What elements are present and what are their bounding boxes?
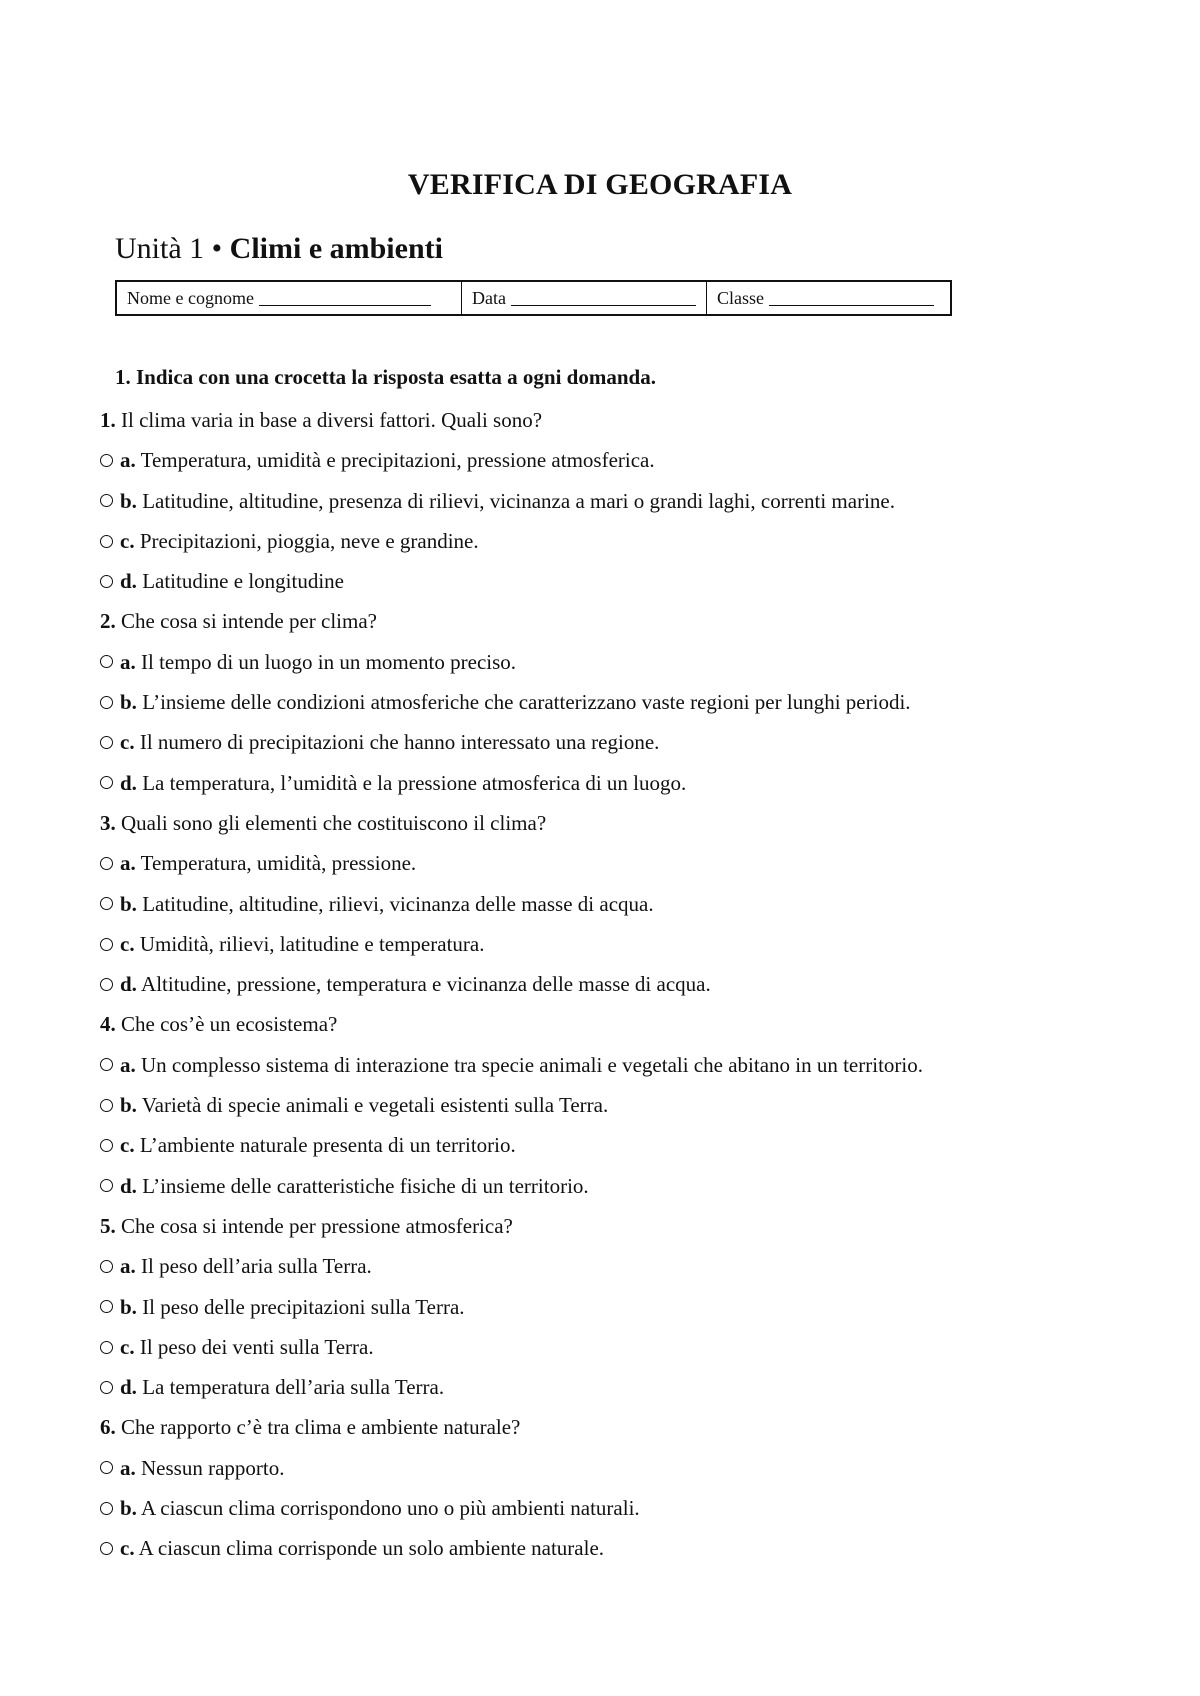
name-field-label: Nome e cognome [127, 287, 254, 308]
answer-option[interactable] [100, 1528, 1160, 1568]
option-text: L’ambiente naturale presenta di un territorio. [139, 1133, 516, 1158]
radio-circle-icon[interactable] [100, 1381, 113, 1394]
answer-option[interactable] [100, 682, 1160, 722]
option-letter: a. [120, 1052, 136, 1077]
question-text: Che cosa si intende per pressione atmosferica? [121, 1213, 513, 1238]
option-text: Umidità, rilievi, latitudine e temperatura. [139, 931, 485, 956]
answer-option[interactable] [100, 722, 1160, 762]
question [100, 400, 1160, 440]
radio-circle-icon[interactable] [100, 494, 113, 507]
radio-circle-icon[interactable] [100, 1300, 113, 1313]
option-letter: b. [120, 1294, 137, 1319]
option-letter: d. [120, 770, 137, 795]
answer-option[interactable] [100, 964, 1160, 1004]
option-letter: d. [120, 1375, 137, 1400]
question [100, 1004, 1160, 1044]
class-field-cell[interactable] [707, 282, 950, 314]
option-letter: a. [120, 1254, 136, 1279]
question-text: Che cos’è un ecosistema? [121, 1012, 338, 1037]
answer-option[interactable] [100, 561, 1160, 601]
radio-circle-icon[interactable] [100, 454, 113, 467]
radio-circle-icon[interactable] [100, 897, 113, 910]
question-number: 3. [100, 810, 116, 835]
radio-circle-icon[interactable] [100, 655, 113, 668]
question-text: Che rapporto c’è tra clima e ambiente naturale? [121, 1415, 521, 1440]
radio-circle-icon[interactable] [100, 1058, 113, 1071]
option-text: Temperatura, umidità e precipitazioni, pressione atmosferica. [140, 448, 655, 473]
option-letter: c. [120, 931, 135, 956]
question-text: Quali sono gli elementi che costituiscono il clima? [121, 810, 547, 835]
option-text: Nessun rapporto. [141, 1455, 285, 1480]
option-text: Precipitazioni, pioggia, neve e grandine. [139, 528, 479, 553]
answer-option[interactable] [100, 1166, 1160, 1206]
radio-circle-icon[interactable] [100, 1542, 113, 1555]
answer-option[interactable] [100, 843, 1160, 883]
option-letter: d. [120, 972, 137, 997]
option-text: L’insieme delle caratteristiche fisiche di un territorio. [142, 1173, 589, 1198]
option-letter: c. [120, 1334, 135, 1359]
radio-circle-icon[interactable] [100, 535, 113, 548]
option-text: Un complesso sistema di interazione tra specie animali e vegetali che abitano in un territorio. [141, 1052, 923, 1077]
option-text: Il peso delle precipitazioni sulla Terra. [142, 1294, 465, 1319]
unit-heading [115, 232, 443, 266]
answer-option[interactable] [100, 1448, 1160, 1488]
question [100, 1206, 1160, 1246]
radio-circle-icon[interactable] [100, 1502, 113, 1515]
option-text: A ciascun clima corrisponde un solo ambiente naturale. [138, 1536, 605, 1561]
option-text: Il numero di precipitazioni che hanno interessato una regione. [139, 730, 660, 755]
option-text: Latitudine, altitudine, presenza di rilievi, vicinanza a mari o grandi laghi, correnti marine. [142, 488, 895, 513]
radio-circle-icon[interactable] [100, 1260, 113, 1273]
answer-option[interactable] [100, 884, 1160, 924]
question-number: 5. [100, 1213, 116, 1238]
name-field-line[interactable] [259, 291, 431, 306]
option-letter: c. [120, 1536, 135, 1561]
option-letter: d. [120, 1173, 137, 1198]
question [100, 601, 1160, 641]
question-number: 2. [100, 609, 116, 634]
unit-name: Climi e ambienti [229, 232, 443, 265]
option-text: Latitudine, altitudine, rilievi, vicinanza delle masse di acqua. [142, 891, 654, 916]
radio-circle-icon[interactable] [100, 978, 113, 991]
date-field-label: Data [472, 287, 506, 308]
radio-circle-icon[interactable] [100, 1461, 113, 1474]
option-letter: b. [120, 1496, 137, 1521]
radio-circle-icon[interactable] [100, 776, 113, 789]
unit-prefix: Unità 1 • [115, 232, 223, 265]
radio-circle-icon[interactable] [100, 938, 113, 951]
answer-option[interactable] [100, 642, 1160, 682]
option-text: La temperatura dell’aria sulla Terra. [142, 1375, 445, 1400]
answer-option[interactable] [100, 763, 1160, 803]
option-letter: a. [120, 851, 136, 876]
option-letter: d. [120, 569, 137, 594]
option-text: Temperatura, umidità, pressione. [140, 851, 417, 876]
radio-circle-icon[interactable] [100, 1139, 113, 1152]
radio-circle-icon[interactable] [100, 575, 113, 588]
option-text: Altitudine, pressione, temperatura e vicinanza delle masse di acqua. [141, 972, 711, 997]
option-text: Varietà di specie animali e vegetali esistenti sulla Terra. [141, 1093, 609, 1118]
option-letter: b. [120, 891, 137, 916]
option-letter: c. [120, 730, 135, 755]
question-text: Il clima varia in base a diversi fattori. Quali sono? [121, 408, 543, 432]
option-letter: a. [120, 649, 136, 674]
question-list [100, 400, 1160, 1569]
option-letter: a. [120, 448, 136, 473]
answer-option[interactable] [100, 1367, 1160, 1407]
date-field-cell[interactable] [462, 282, 707, 314]
option-text: Latitudine e longitudine [142, 569, 344, 594]
answer-option[interactable] [100, 1287, 1160, 1327]
answer-option[interactable] [100, 924, 1160, 964]
answer-option[interactable] [100, 1246, 1160, 1286]
question [100, 803, 1160, 843]
option-letter: b. [120, 690, 137, 715]
option-letter: b. [120, 488, 137, 513]
option-text: Il tempo di un luogo in un momento preciso. [141, 649, 517, 674]
option-text: A ciascun clima corrispondono uno o più ambienti naturali. [141, 1496, 640, 1521]
exercise-instruction: 1. Indica con una crocetta la risposta esatta a ogni domanda. [115, 365, 656, 389]
answer-option[interactable] [100, 1125, 1160, 1165]
class-field-label: Classe [717, 287, 764, 308]
date-field-line[interactable] [511, 291, 696, 306]
radio-circle-icon[interactable] [100, 1099, 113, 1112]
option-letter: c. [120, 1133, 135, 1158]
radio-circle-icon[interactable] [100, 696, 113, 709]
option-letter: a. [120, 1455, 136, 1480]
option-letter: c. [120, 528, 135, 553]
radio-circle-icon[interactable] [100, 857, 113, 870]
question [100, 1407, 1160, 1447]
question-number: 1. [100, 408, 116, 432]
question-text: Che cosa si intende per clima? [121, 609, 377, 634]
option-text: L’insieme delle condizioni atmosferiche che caratterizzano vaste regioni per lunghi periodi. [142, 690, 911, 715]
option-text: Il peso dei venti sulla Terra. [139, 1334, 374, 1359]
question-number: 4. [100, 1012, 116, 1037]
radio-circle-icon[interactable] [100, 1179, 113, 1192]
student-info-table [115, 280, 952, 316]
option-letter: b. [120, 1093, 137, 1118]
radio-circle-icon[interactable] [100, 1341, 113, 1354]
question-number: 6. [100, 1415, 116, 1440]
name-field-cell[interactable] [117, 282, 462, 314]
radio-circle-icon[interactable] [100, 736, 113, 749]
answer-option[interactable] [100, 481, 1160, 521]
answer-option[interactable] [100, 1085, 1160, 1125]
answer-option[interactable] [100, 521, 1160, 561]
option-text: Il peso dell’aria sulla Terra. [141, 1254, 372, 1279]
answer-option[interactable] [100, 1488, 1160, 1528]
answer-option[interactable] [100, 1327, 1160, 1367]
option-text: La temperatura, l’umidità e la pressione atmosferica di un luogo. [142, 770, 687, 795]
page-title: VERIFICA DI GEOGRAFIA [407, 168, 793, 201]
answer-option[interactable] [100, 1045, 1160, 1085]
answer-option[interactable] [100, 440, 1160, 480]
class-field-line[interactable] [769, 291, 934, 306]
